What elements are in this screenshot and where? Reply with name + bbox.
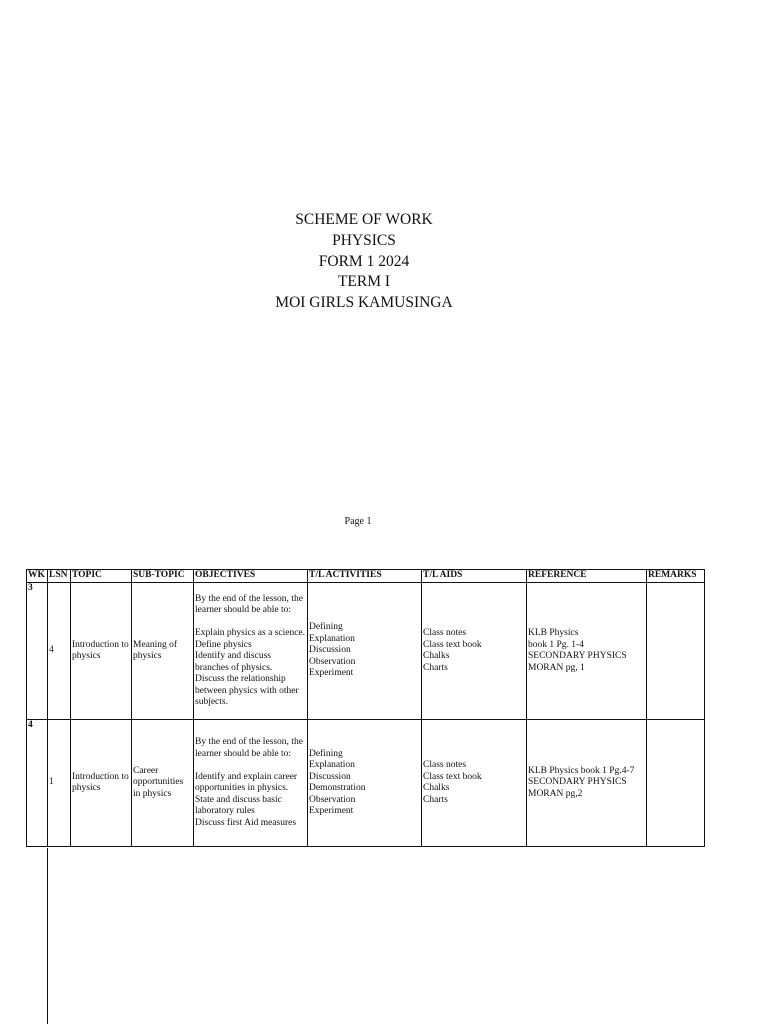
activity-item: Discussion [309, 645, 351, 656]
column-header-wk: WK [27, 570, 48, 583]
aid-item: Class text book [423, 639, 482, 650]
title-school: MOI GIRLS KAMUSINGA [275, 294, 453, 312]
aid-item: Charts [423, 662, 448, 673]
activity-item: Explanation [309, 633, 355, 644]
aid-item: Chalks [423, 651, 450, 661]
scheme-table [26, 569, 705, 847]
activity-item: Observation [309, 794, 356, 805]
remarks-cell [647, 583, 705, 720]
aid-item: Chalks [423, 783, 450, 793]
objective-item: State and discuss basic laboratory rules [195, 794, 282, 816]
aids-cell [422, 583, 527, 720]
activity-item: Experiment [309, 668, 354, 679]
activity-item: Explanation [309, 760, 355, 770]
topic-cell: Introduction to physics [71, 720, 132, 847]
activities-cell [308, 583, 422, 720]
topic-cell: Introduction to physics [71, 583, 132, 720]
activity-item: Demonstration [309, 783, 366, 793]
aid-item: Class notes [423, 628, 467, 638]
continuation-rule [47, 848, 48, 1024]
objective-item: Explain physics as a science. [195, 628, 306, 638]
reference-cell [527, 583, 647, 720]
objective-item: Define physics [195, 639, 252, 650]
aids-cell [422, 720, 527, 847]
reference-item: book 1 Pg. 1-4 [528, 639, 584, 650]
activity-item: Defining [309, 748, 343, 759]
remarks-cell [647, 720, 705, 847]
subtopic-cell: Meaning of physics [132, 583, 194, 720]
reference-item: KLB Physics book 1 Pg.4-7 [528, 765, 635, 776]
aid-item: Charts [423, 794, 448, 805]
title-term: TERM I [337, 273, 391, 291]
document-title [0, 210, 728, 314]
column-header-lsn: LSN [48, 570, 71, 583]
aid-item: Class notes [423, 760, 467, 770]
column-header-topic: TOPIC [71, 570, 132, 583]
subtopic-cell: Career opportunities in physics [132, 720, 194, 847]
lesson-cell: 4 [48, 583, 71, 720]
title-subject: PHYSICS [332, 231, 396, 249]
activity-item: Defining [309, 622, 343, 633]
reference-item: MORAN pg, 1 [528, 662, 585, 673]
week-cell: 4 [27, 720, 48, 847]
objective-item: Identify and explain career opportunities in physics. [195, 771, 298, 793]
column-header-activities: T/L ACTIVITIES [308, 570, 422, 583]
lesson-cell: 1 [48, 720, 71, 847]
objective-item: Discuss first Aid measures [195, 817, 297, 828]
title-form-year: FORM 1 2024 [318, 252, 410, 270]
objective-item: Identify and discuss branches of physics. [195, 651, 273, 673]
reference-item: KLB Physics [528, 628, 579, 638]
objectives-intro: By the end of the lesson, the learner should be able to: [195, 737, 303, 759]
objectives-intro: By the end of the lesson, the learner should be able to: [195, 593, 303, 615]
reference-cell [527, 720, 647, 847]
aid-item: Class text book [423, 771, 482, 782]
table-row [27, 720, 705, 847]
reference-item: MORAN pg,2 [528, 788, 583, 799]
objectives-cell [194, 720, 308, 847]
column-header-objectives: OBJECTIVES [194, 570, 308, 583]
table-header-row [27, 570, 705, 583]
objective-item: Discuss the relationship between physics with other subjects. [195, 674, 299, 707]
column-header-subtopic: SUB-TOPIC [132, 570, 194, 583]
column-header-reference: REFERENCE [527, 570, 647, 583]
page-number: Page 1 [344, 516, 372, 527]
activity-item: Observation [309, 656, 356, 667]
column-header-aids: T/L AIDS [422, 570, 527, 583]
activity-item: Discussion [309, 771, 351, 782]
title-scheme-of-work: SCHEME OF WORK [295, 211, 433, 228]
week-cell: 3 [27, 583, 48, 720]
reference-item: SECONDARY PHYSICS [528, 777, 627, 788]
activities-cell [308, 720, 422, 847]
table-row [27, 583, 705, 720]
objectives-cell [194, 583, 308, 720]
activity-item: Experiment [309, 806, 354, 816]
column-header-remarks: REMARKS [647, 570, 705, 583]
reference-item: SECONDARY PHYSICS [528, 651, 627, 661]
